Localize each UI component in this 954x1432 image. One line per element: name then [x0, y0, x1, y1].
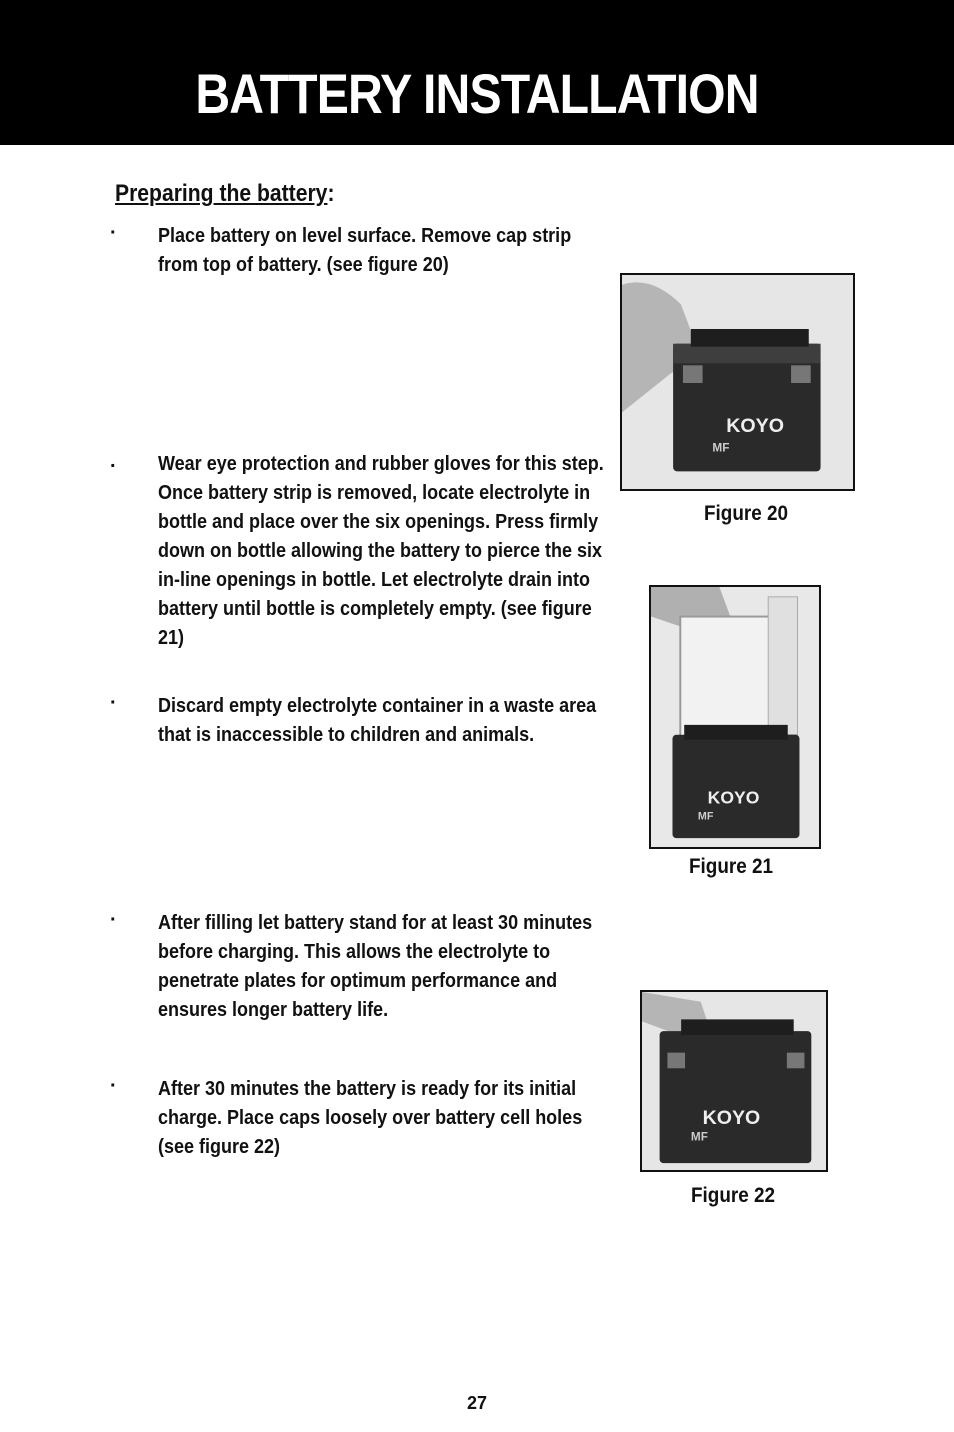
figure-sub-text: MF: [690, 1130, 708, 1144]
section-heading: [115, 180, 334, 208]
page-number: 27: [466, 1393, 488, 1413]
step-text: Place battery on level surface. Remove cap strip from top of battery. (see figure 20): [158, 225, 572, 276]
page-header: [0, 0, 954, 145]
bullet-mark: ·: [110, 909, 117, 931]
figure-brand-text: KOYO: [726, 415, 785, 438]
figure-sub-text: MF: [712, 441, 730, 455]
figure-brand-text: KOYO: [707, 787, 760, 808]
figure-sub-text: MF: [697, 810, 714, 823]
step-text: Discard empty electrolyte container in a waste area that is inaccessible to children and animals.: [158, 695, 597, 746]
step-text: After 30 minutes the battery is ready for its initial charge. Place caps loosely over battery cell holes (see figure 22): [158, 1078, 583, 1158]
figure-brand-text: KOYO: [702, 1107, 761, 1130]
step-text: After filling let battery stand for at least 30 minutes before charging. This allows the electrolyte to penetrate plates for optimum performance and ensures longer battery life.: [158, 912, 593, 1021]
bullet-mark: ·: [110, 692, 117, 714]
bullet-mark: ·: [110, 1075, 117, 1097]
bullet-mark: .: [110, 450, 116, 472]
figure-22-photo: [640, 990, 828, 1172]
figure-caption: Figure 20: [704, 502, 789, 525]
figure-21-photo: [649, 585, 821, 849]
page-title: BATTERY INSTALLATION: [195, 62, 759, 125]
bullet-mark: ·: [110, 222, 117, 244]
figure-caption: Figure 22: [691, 1184, 776, 1207]
figure-caption: Figure 21: [689, 855, 774, 878]
section-heading-text: Preparing the battery: [115, 180, 328, 207]
section-heading-colon: :: [327, 180, 335, 207]
figure-20-photo: [620, 273, 855, 491]
step-text: Wear eye protection and rubber gloves for this step. Once battery strip is removed, locate electrolyte in bottle and place over the six openings. Press firmly down on bottle allowing the battery to pierce the six in-line openings in bottle. Let electrolyte drain into battery until bottle is completely empty. (see figure 21): [158, 453, 604, 649]
